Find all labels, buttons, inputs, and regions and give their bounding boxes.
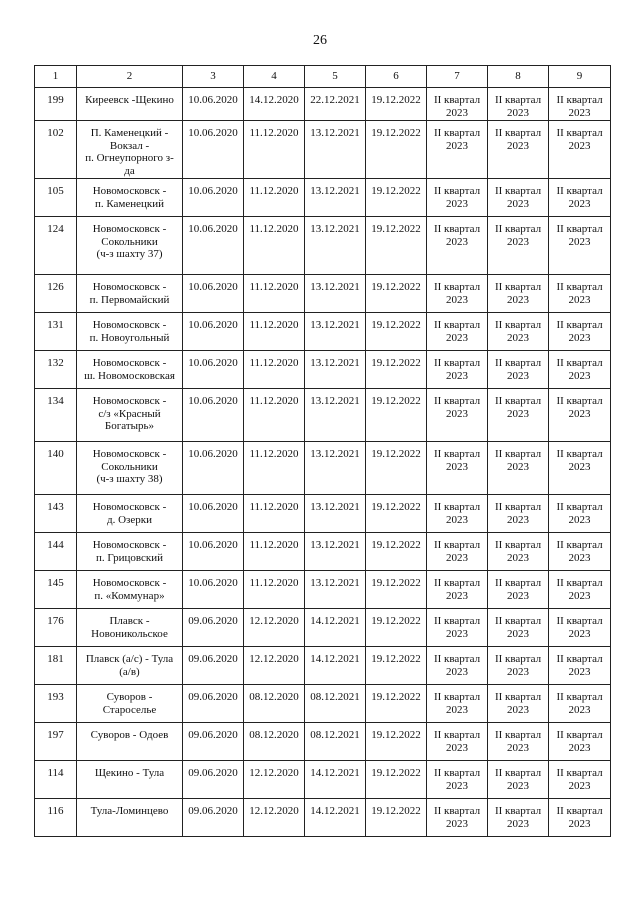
table-row bbox=[35, 217, 611, 275]
cell-date-col-3: 10.06.2020 bbox=[183, 88, 244, 121]
cell-date-col-4: 08.12.2020 bbox=[244, 723, 305, 761]
table-row bbox=[35, 761, 611, 799]
cell-date-col-5: 13.12.2021 bbox=[305, 121, 366, 179]
cell-date-col-4: 11.12.2020 bbox=[244, 121, 305, 179]
cell-date-col-6: 19.12.2022 bbox=[366, 723, 427, 761]
cell-route-name: Новомосковск - п. Грицовский bbox=[77, 533, 183, 571]
cell-period-col-8: II квартал 2023 bbox=[488, 685, 549, 723]
cell-date-col-4: 08.12.2020 bbox=[244, 685, 305, 723]
cell-period-col-7: II квартал 2023 bbox=[427, 685, 488, 723]
cell-period-col-8: II квартал 2023 bbox=[488, 495, 549, 533]
cell-date-col-6: 19.12.2022 bbox=[366, 179, 427, 217]
cell-date-col-5: 13.12.2021 bbox=[305, 533, 366, 571]
cell-route-name: Плавск - Новоникольское bbox=[77, 609, 183, 647]
cell-route-name: Суворов - Одоев bbox=[77, 723, 183, 761]
cell-period-col-7: II квартал 2023 bbox=[427, 442, 488, 495]
cell-date-col-4: 11.12.2020 bbox=[244, 442, 305, 495]
cell-period-col-7: II квартал 2023 bbox=[427, 571, 488, 609]
cell-route-name: Новомосковск - Сокольники (ч-з шахту 38) bbox=[77, 442, 183, 495]
cell-period-col-7: II квартал 2023 bbox=[427, 799, 488, 837]
column-header-7: 7 bbox=[427, 66, 488, 88]
cell-period-col-9: II квартал 2023 bbox=[549, 179, 611, 217]
cell-date-col-4: 11.12.2020 bbox=[244, 179, 305, 217]
cell-route-number: 143 bbox=[35, 495, 77, 533]
cell-date-col-4: 12.12.2020 bbox=[244, 609, 305, 647]
cell-route-number: 105 bbox=[35, 179, 77, 217]
cell-date-col-5: 22.12.2021 bbox=[305, 88, 366, 121]
cell-date-col-4: 11.12.2020 bbox=[244, 313, 305, 351]
cell-date-col-5: 14.12.2021 bbox=[305, 609, 366, 647]
cell-route-name: Тула-Ломинцево bbox=[77, 799, 183, 837]
cell-date-col-3: 10.06.2020 bbox=[183, 442, 244, 495]
cell-period-col-9: II квартал 2023 bbox=[549, 647, 611, 685]
cell-period-col-8: II квартал 2023 bbox=[488, 533, 549, 571]
column-header-5: 5 bbox=[305, 66, 366, 88]
table-row bbox=[35, 389, 611, 442]
cell-period-col-9: II квартал 2023 bbox=[549, 313, 611, 351]
table-row bbox=[35, 275, 611, 313]
cell-date-col-5: 14.12.2021 bbox=[305, 799, 366, 837]
cell-route-name: П. Каменецкий - Вокзал - п. Огнеупорного з- да bbox=[77, 121, 183, 179]
cell-period-col-8: II квартал 2023 bbox=[488, 571, 549, 609]
table-header-row bbox=[35, 66, 611, 88]
cell-date-col-5: 08.12.2021 bbox=[305, 685, 366, 723]
cell-date-col-4: 11.12.2020 bbox=[244, 275, 305, 313]
cell-date-col-6: 19.12.2022 bbox=[366, 609, 427, 647]
cell-route-name: Плавск (а/с) - Тула (а/в) bbox=[77, 647, 183, 685]
cell-period-col-9: II квартал 2023 bbox=[549, 761, 611, 799]
cell-date-col-3: 10.06.2020 bbox=[183, 533, 244, 571]
cell-date-col-5: 13.12.2021 bbox=[305, 351, 366, 389]
cell-route-number: 124 bbox=[35, 217, 77, 275]
cell-date-col-3: 10.06.2020 bbox=[183, 179, 244, 217]
cell-route-name: Новомосковск - д. Озерки bbox=[77, 495, 183, 533]
cell-date-col-6: 19.12.2022 bbox=[366, 799, 427, 837]
table-row bbox=[35, 442, 611, 495]
column-header-6: 6 bbox=[366, 66, 427, 88]
cell-date-col-5: 13.12.2021 bbox=[305, 217, 366, 275]
cell-date-col-5: 14.12.2021 bbox=[305, 647, 366, 685]
cell-period-col-7: II квартал 2023 bbox=[427, 275, 488, 313]
cell-date-col-4: 12.12.2020 bbox=[244, 647, 305, 685]
cell-date-col-3: 09.06.2020 bbox=[183, 723, 244, 761]
cell-route-name: Щекино - Тула bbox=[77, 761, 183, 799]
cell-date-col-3: 09.06.2020 bbox=[183, 799, 244, 837]
cell-route-name: Новомосковск - ш. Новомосковская bbox=[77, 351, 183, 389]
column-header-4: 4 bbox=[244, 66, 305, 88]
column-header-2: 2 bbox=[77, 66, 183, 88]
cell-date-col-5: 13.12.2021 bbox=[305, 179, 366, 217]
cell-date-col-5: 14.12.2021 bbox=[305, 761, 366, 799]
cell-date-col-4: 11.12.2020 bbox=[244, 495, 305, 533]
table-row bbox=[35, 121, 611, 179]
cell-date-col-6: 19.12.2022 bbox=[366, 217, 427, 275]
cell-date-col-3: 10.06.2020 bbox=[183, 495, 244, 533]
cell-route-name: Новомосковск - п. «Коммунар» bbox=[77, 571, 183, 609]
cell-period-col-8: II квартал 2023 bbox=[488, 723, 549, 761]
cell-date-col-6: 19.12.2022 bbox=[366, 313, 427, 351]
cell-date-col-5: 13.12.2021 bbox=[305, 442, 366, 495]
table-row bbox=[35, 88, 611, 121]
cell-date-col-6: 19.12.2022 bbox=[366, 761, 427, 799]
table-row bbox=[35, 685, 611, 723]
cell-period-col-7: II квартал 2023 bbox=[427, 121, 488, 179]
cell-period-col-9: II квартал 2023 bbox=[549, 275, 611, 313]
cell-period-col-9: II квартал 2023 bbox=[549, 217, 611, 275]
cell-date-col-6: 19.12.2022 bbox=[366, 275, 427, 313]
cell-date-col-5: 13.12.2021 bbox=[305, 389, 366, 442]
table-row bbox=[35, 313, 611, 351]
page-number: 26 bbox=[313, 33, 327, 48]
cell-date-col-4: 11.12.2020 bbox=[244, 533, 305, 571]
cell-route-number: 144 bbox=[35, 533, 77, 571]
cell-period-col-8: II квартал 2023 bbox=[488, 799, 549, 837]
cell-route-number: 116 bbox=[35, 799, 77, 837]
cell-route-name: Новомосковск - п. Новоугольный bbox=[77, 313, 183, 351]
cell-date-col-6: 19.12.2022 bbox=[366, 533, 427, 571]
table-row bbox=[35, 571, 611, 609]
cell-date-col-3: 10.06.2020 bbox=[183, 571, 244, 609]
table-row bbox=[35, 799, 611, 837]
cell-route-number: 114 bbox=[35, 761, 77, 799]
cell-date-col-6: 19.12.2022 bbox=[366, 442, 427, 495]
cell-route-name: Суворов - Староселье bbox=[77, 685, 183, 723]
cell-date-col-6: 19.12.2022 bbox=[366, 685, 427, 723]
cell-route-name: Новомосковск - с/з «Красный Богатырь» bbox=[77, 389, 183, 442]
cell-date-col-4: 11.12.2020 bbox=[244, 571, 305, 609]
cell-period-col-7: II квартал 2023 bbox=[427, 389, 488, 442]
cell-date-col-3: 09.06.2020 bbox=[183, 609, 244, 647]
cell-date-col-6: 19.12.2022 bbox=[366, 88, 427, 121]
cell-period-col-8: II квартал 2023 bbox=[488, 351, 549, 389]
cell-period-col-7: II квартал 2023 bbox=[427, 533, 488, 571]
cell-route-name: Новомосковск - Сокольники (ч-з шахту 37) bbox=[77, 217, 183, 275]
cell-period-col-8: II квартал 2023 bbox=[488, 179, 549, 217]
cell-period-col-9: II квартал 2023 bbox=[549, 799, 611, 837]
cell-period-col-7: II квартал 2023 bbox=[427, 179, 488, 217]
column-header-9: 9 bbox=[549, 66, 611, 88]
cell-date-col-4: 11.12.2020 bbox=[244, 389, 305, 442]
cell-date-col-6: 19.12.2022 bbox=[366, 389, 427, 442]
cell-period-col-7: II квартал 2023 bbox=[427, 313, 488, 351]
cell-route-number: 145 bbox=[35, 571, 77, 609]
column-header-8: 8 bbox=[488, 66, 549, 88]
cell-period-col-7: II квартал 2023 bbox=[427, 217, 488, 275]
column-header-1: 1 bbox=[35, 66, 77, 88]
cell-period-col-8: II квартал 2023 bbox=[488, 88, 549, 121]
cell-route-number: 199 bbox=[35, 88, 77, 121]
cell-period-col-9: II квартал 2023 bbox=[549, 442, 611, 495]
cell-period-col-9: II квартал 2023 bbox=[549, 571, 611, 609]
table-row bbox=[35, 723, 611, 761]
cell-date-col-6: 19.12.2022 bbox=[366, 571, 427, 609]
cell-date-col-3: 10.06.2020 bbox=[183, 351, 244, 389]
table-body bbox=[35, 88, 611, 837]
cell-date-col-4: 14.12.2020 bbox=[244, 88, 305, 121]
column-header-3: 3 bbox=[183, 66, 244, 88]
cell-period-col-8: II квартал 2023 bbox=[488, 217, 549, 275]
cell-date-col-6: 19.12.2022 bbox=[366, 495, 427, 533]
cell-period-col-8: II квартал 2023 bbox=[488, 275, 549, 313]
cell-date-col-3: 10.06.2020 bbox=[183, 217, 244, 275]
cell-date-col-5: 13.12.2021 bbox=[305, 571, 366, 609]
cell-route-number: 181 bbox=[35, 647, 77, 685]
cell-date-col-5: 13.12.2021 bbox=[305, 495, 366, 533]
cell-route-name: Новомосковск - п. Каменецкий bbox=[77, 179, 183, 217]
cell-period-col-9: II квартал 2023 bbox=[549, 723, 611, 761]
table-row bbox=[35, 647, 611, 685]
cell-period-col-9: II квартал 2023 bbox=[549, 495, 611, 533]
cell-route-number: 131 bbox=[35, 313, 77, 351]
cell-period-col-9: II квартал 2023 bbox=[549, 121, 611, 179]
cell-period-col-9: II квартал 2023 bbox=[549, 389, 611, 442]
table-row bbox=[35, 533, 611, 571]
cell-period-col-9: II квартал 2023 bbox=[549, 685, 611, 723]
cell-period-col-8: II квартал 2023 bbox=[488, 121, 549, 179]
cell-period-col-9: II квартал 2023 bbox=[549, 609, 611, 647]
table-row bbox=[35, 495, 611, 533]
cell-date-col-6: 19.12.2022 bbox=[366, 351, 427, 389]
cell-period-col-8: II квартал 2023 bbox=[488, 313, 549, 351]
cell-period-col-8: II квартал 2023 bbox=[488, 761, 549, 799]
table-row bbox=[35, 179, 611, 217]
cell-period-col-8: II квартал 2023 bbox=[488, 609, 549, 647]
cell-date-col-6: 19.12.2022 bbox=[366, 121, 427, 179]
cell-route-number: 193 bbox=[35, 685, 77, 723]
cell-date-col-5: 08.12.2021 bbox=[305, 723, 366, 761]
cell-route-name: Новомосковск - п. Первомайский bbox=[77, 275, 183, 313]
cell-period-col-8: II квартал 2023 bbox=[488, 389, 549, 442]
cell-period-col-9: II квартал 2023 bbox=[549, 533, 611, 571]
cell-date-col-5: 13.12.2021 bbox=[305, 313, 366, 351]
cell-date-col-4: 12.12.2020 bbox=[244, 799, 305, 837]
cell-period-col-7: II квартал 2023 bbox=[427, 723, 488, 761]
cell-period-col-9: II квартал 2023 bbox=[549, 351, 611, 389]
cell-date-col-3: 10.06.2020 bbox=[183, 389, 244, 442]
cell-date-col-3: 09.06.2020 bbox=[183, 647, 244, 685]
cell-date-col-3: 09.06.2020 bbox=[183, 685, 244, 723]
cell-route-name: Киреевск -Щекино bbox=[77, 88, 183, 121]
cell-date-col-5: 13.12.2021 bbox=[305, 275, 366, 313]
cell-period-col-9: II квартал 2023 bbox=[549, 88, 611, 121]
cell-period-col-8: II квартал 2023 bbox=[488, 647, 549, 685]
cell-period-col-7: II квартал 2023 bbox=[427, 495, 488, 533]
cell-route-number: 140 bbox=[35, 442, 77, 495]
cell-period-col-7: II квартал 2023 bbox=[427, 88, 488, 121]
cell-route-number: 134 bbox=[35, 389, 77, 442]
cell-date-col-4: 11.12.2020 bbox=[244, 217, 305, 275]
table-row bbox=[35, 351, 611, 389]
cell-date-col-4: 11.12.2020 bbox=[244, 351, 305, 389]
cell-period-col-7: II квартал 2023 bbox=[427, 351, 488, 389]
route-schedule-table bbox=[34, 65, 611, 837]
cell-date-col-3: 10.06.2020 bbox=[183, 313, 244, 351]
cell-period-col-8: II квартал 2023 bbox=[488, 442, 549, 495]
cell-route-number: 102 bbox=[35, 121, 77, 179]
cell-period-col-7: II квартал 2023 bbox=[427, 647, 488, 685]
cell-route-number: 176 bbox=[35, 609, 77, 647]
table-row bbox=[35, 609, 611, 647]
cell-date-col-3: 10.06.2020 bbox=[183, 121, 244, 179]
cell-route-number: 126 bbox=[35, 275, 77, 313]
cell-date-col-3: 09.06.2020 bbox=[183, 761, 244, 799]
cell-route-number: 132 bbox=[35, 351, 77, 389]
cell-period-col-7: II квартал 2023 bbox=[427, 609, 488, 647]
cell-route-number: 197 bbox=[35, 723, 77, 761]
cell-period-col-7: II квартал 2023 bbox=[427, 761, 488, 799]
cell-date-col-6: 19.12.2022 bbox=[366, 647, 427, 685]
cell-date-col-4: 12.12.2020 bbox=[244, 761, 305, 799]
cell-date-col-3: 10.06.2020 bbox=[183, 275, 244, 313]
